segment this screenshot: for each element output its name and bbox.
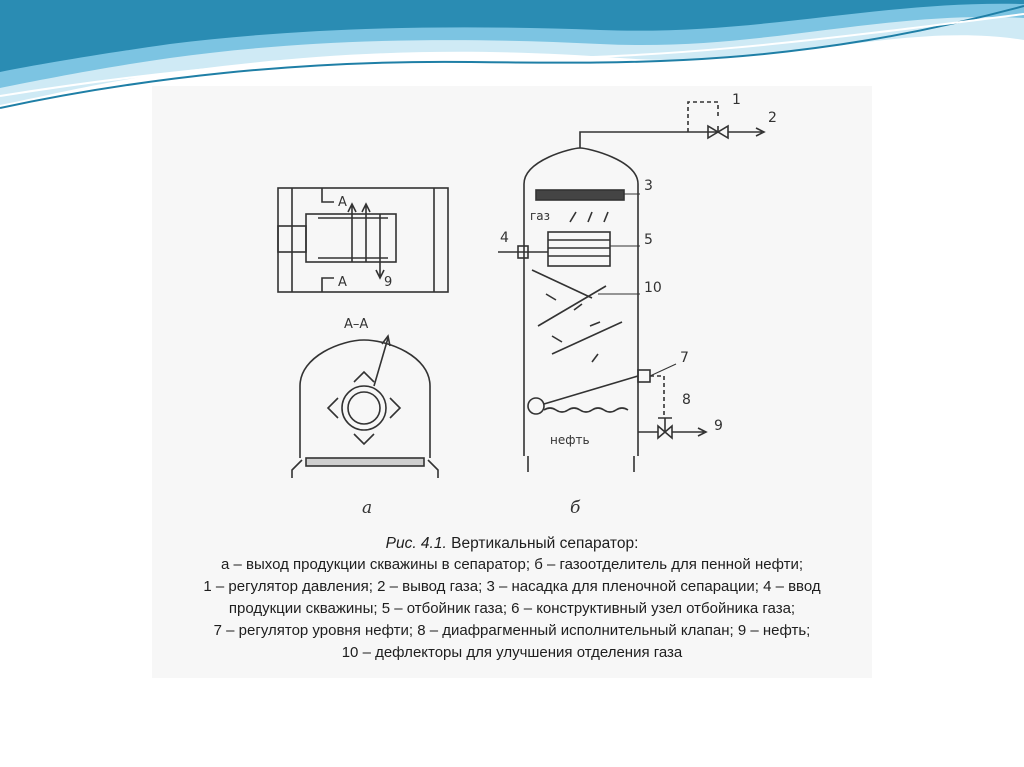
caption-line: 7 – регулятор уровня нефти; 8 – диафрагменный исполнительный клапан; 9 – нефть; (213, 622, 811, 639)
deflector-plate (532, 270, 592, 298)
section-marker-top: А (338, 195, 347, 210)
section-marker-bottom: А (338, 275, 347, 290)
sublabel-b: б (570, 498, 581, 518)
zone-gas-label: газ (530, 209, 551, 223)
inlet-housing (278, 188, 448, 292)
section-view-aa (292, 317, 438, 478)
flow-arrow (546, 294, 600, 362)
section-marker-top-arrow (322, 188, 334, 202)
deflector-right (390, 398, 400, 418)
callout-9-a: 9 (384, 275, 393, 290)
leader-7 (650, 364, 676, 376)
caption-line: а – выход продукции скважины в сепаратор; б – газоотделитель для пенной нефти; (220, 556, 803, 573)
level-signal-line (650, 376, 664, 418)
inlet-flow-arrow (376, 214, 384, 278)
callout-3: 3 (644, 178, 653, 194)
inlet-detail-a (278, 188, 448, 292)
callout-9: 9 (714, 418, 723, 434)
diaphragm-actuator (658, 418, 672, 432)
separator-vessel-b (498, 102, 764, 472)
deflector-plate (552, 322, 622, 354)
caption-line: 10 – дефлекторы для улучшения отделения газа (341, 644, 683, 661)
gas-extractor-box (548, 232, 610, 266)
section-title: А–А (344, 317, 369, 332)
inlet-chamber (306, 214, 396, 262)
section-vessel-outline (300, 340, 430, 458)
section-inlet-pipe-inner (348, 392, 380, 424)
sublabel-a: а (362, 498, 373, 518)
liquid-out-arrow-right (428, 460, 438, 478)
film-separation-pad (536, 190, 624, 200)
oil-surface (544, 408, 628, 412)
callout-2: 2 (768, 110, 777, 126)
section-marker-bottom-arrow (322, 278, 334, 292)
separator-diagram (152, 86, 872, 526)
caption-lead: Рис. 4.1. (385, 535, 447, 552)
figure-panel (152, 86, 872, 678)
figure-caption (152, 534, 872, 664)
caption-line: продукции скважины; 5 – отбойник газа; 6 – конструктивный узел отбойника газа; (228, 600, 796, 617)
section-bottom-hatch (306, 458, 424, 466)
callout-10: 10 (644, 280, 662, 296)
zone-oil-label: нефть (550, 433, 590, 447)
liquid-out-arrow-left (292, 460, 302, 478)
oil-out-line (672, 428, 706, 436)
deflector-plate (538, 286, 606, 326)
callout-5: 5 (644, 232, 653, 248)
caption-title: Вертикальный сепаратор: (451, 535, 639, 552)
inlet-flow-arrow (362, 204, 370, 262)
callout-1: 1 (732, 92, 741, 108)
float (528, 398, 544, 414)
caption-title-line (152, 534, 872, 554)
caption-line: 1 – регулятор давления; 2 – вывод газа; 3 – насадка для пленочной сепарации; 4 – ввод (203, 578, 821, 595)
gas-rise-arrow (570, 212, 608, 222)
float-arm (544, 376, 638, 404)
callout-8: 8 (682, 392, 691, 408)
gas-out-line (728, 128, 764, 136)
pressure-regulator-signal (688, 102, 718, 132)
deflector-top (354, 372, 374, 382)
callout-4: 4 (500, 230, 509, 246)
callout-7: 7 (680, 350, 689, 366)
deflector-left (328, 398, 338, 418)
deflector-bottom (354, 434, 374, 444)
level-regulator (638, 370, 650, 382)
inlet-flow-arrow (348, 204, 356, 262)
gas-outlet-pipe (580, 126, 718, 148)
